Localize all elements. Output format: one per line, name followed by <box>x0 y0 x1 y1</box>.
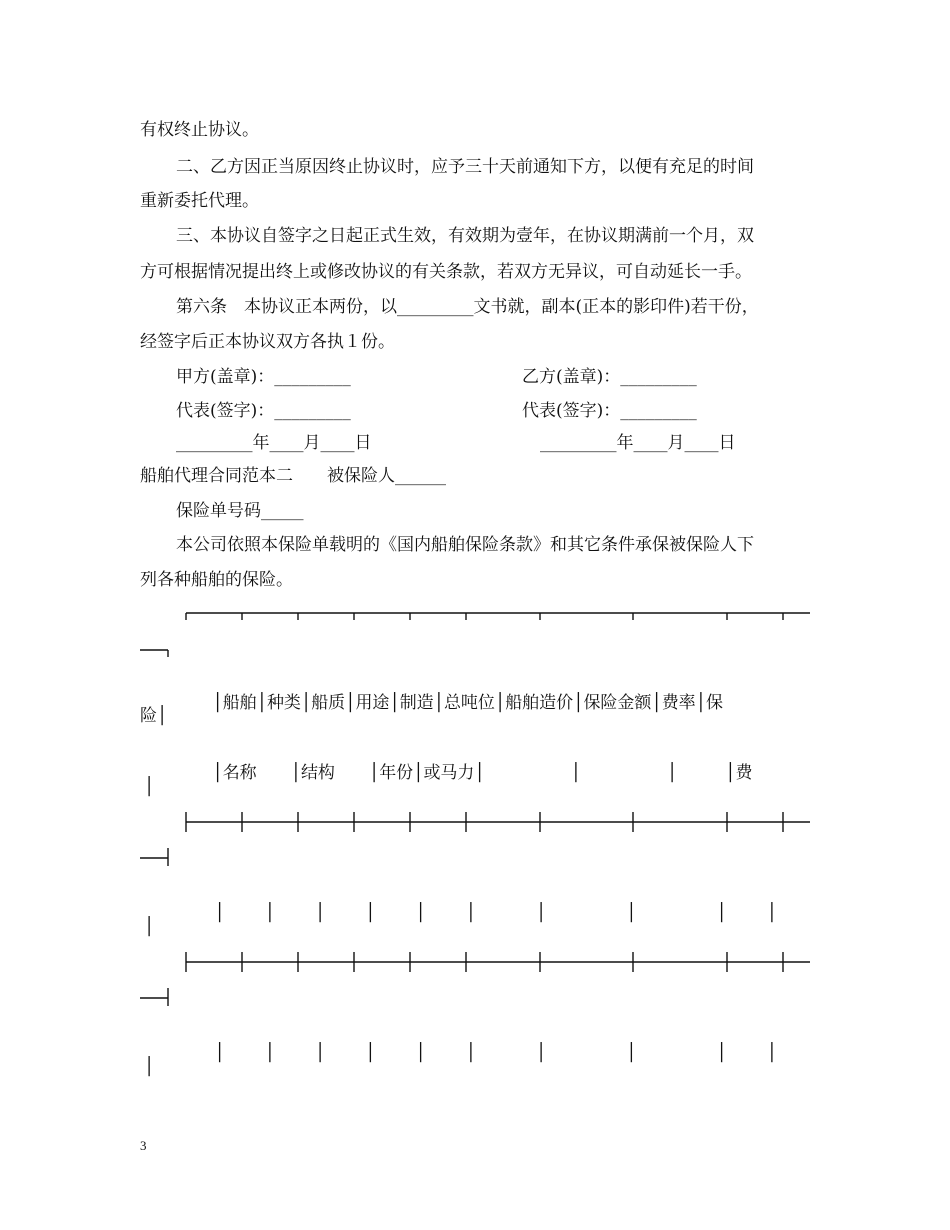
bar: │ <box>365 1043 376 1063</box>
bar: │ <box>157 706 168 726</box>
header-cell-fee: 费 <box>735 763 753 783</box>
header-cell-year: 年份 <box>379 763 414 783</box>
table-row <box>180 670 723 736</box>
table-row <box>180 740 752 806</box>
text-line: 三、本协议自签字之日起正式生效，有效期为壹年，在协议期满前一个月，双 <box>176 226 754 246</box>
header-cell-structure: 结构 <box>300 763 335 783</box>
header-wrap-text: 险 <box>140 706 157 726</box>
header-cell-premium: 保 <box>705 693 723 713</box>
bar: │ <box>314 903 326 923</box>
header-cell-horsepower: 或马力 <box>423 763 475 783</box>
bar: │ <box>345 693 356 713</box>
bar: │ <box>766 1043 777 1063</box>
bar: │ <box>570 763 581 783</box>
signature-party-a: 甲方(盖章)：_________ <box>176 367 351 387</box>
bar: │ <box>695 693 706 713</box>
bar: │ <box>368 763 380 783</box>
bar: │ <box>651 693 662 713</box>
bar: │ <box>494 693 506 713</box>
header-cell-built: 制造 <box>399 693 434 713</box>
bar: │ <box>212 763 223 783</box>
bar: │ <box>535 903 547 923</box>
text-line: 二、乙方因正当原因终止协议时，应予三十天前通知下方，以便有充足的时间 <box>176 157 754 177</box>
signature-party-b: 乙方(盖章)：_________ <box>522 367 697 387</box>
date-line-b: _________年____月____日 <box>540 433 736 453</box>
table-row <box>182 880 777 946</box>
bar: │ <box>415 903 426 923</box>
bar: │ <box>214 1043 225 1063</box>
header-cell-name: 名称 <box>222 763 257 783</box>
text-line: 有权终止协议。 <box>140 120 259 140</box>
header-cell-amount: 保险金额 <box>583 693 652 713</box>
table-row-wrap <box>144 776 154 798</box>
header-cell-material: 船质 <box>311 693 346 713</box>
bar: │ <box>214 903 225 923</box>
signature-rep-b: 代表(签字)：_________ <box>522 401 697 421</box>
text-line: 列各种船舶的保险。 <box>140 570 293 590</box>
signature-rep-a: 代表(签字)：_________ <box>176 401 351 421</box>
bar: │ <box>264 1043 275 1063</box>
header-cell-rate: 费率 <box>661 693 696 713</box>
bar: │ <box>766 903 777 923</box>
text-line: 重新委托代理。 <box>140 191 259 211</box>
bar: │ <box>716 1043 727 1063</box>
table-row-wrap <box>144 916 154 938</box>
bar: │ <box>465 903 476 923</box>
bar: │ <box>264 903 275 923</box>
bar: │ <box>212 693 223 713</box>
bar: │ <box>314 1043 326 1063</box>
bar: │ <box>725 763 736 783</box>
text-line: 经签字后正本协议双方各执１份。 <box>140 332 395 352</box>
table-row-wrap <box>144 1056 154 1078</box>
header-cell-usage: 用途 <box>355 693 390 713</box>
bar: │ <box>144 917 155 937</box>
bar: │ <box>144 1057 155 1077</box>
bar: │ <box>290 763 301 783</box>
bar: │ <box>433 693 444 713</box>
bar: │ <box>474 763 485 783</box>
bar: │ <box>300 693 312 713</box>
bar: │ <box>144 777 155 797</box>
bar: │ <box>626 903 637 923</box>
header-cell-type: 种类 <box>266 693 301 713</box>
ship-insurance-table <box>140 600 812 1090</box>
table-row <box>182 1020 777 1086</box>
bar: │ <box>535 1043 547 1063</box>
bar: │ <box>415 1043 426 1063</box>
bar: │ <box>666 763 678 783</box>
bar: │ <box>413 763 424 783</box>
bar: │ <box>389 693 400 713</box>
section-title: 船舶代理合同范本二 被保险人______ <box>140 466 446 486</box>
text-line: 第六条 本协议正本两份，以_________文书就，副本(正本的影印件)若干份， <box>176 297 759 317</box>
bar: │ <box>626 1043 637 1063</box>
text-line: 方可根据情况提出终上或修改协议的有关条款，若双方无异议，可自动延长一手。 <box>140 262 752 282</box>
bar: │ <box>365 903 376 923</box>
page-number: 3 <box>140 1138 147 1153</box>
header-cell-cost: 船舶造价 <box>505 693 574 713</box>
bar: │ <box>465 1043 476 1063</box>
header-cell-ship: 船舶 <box>222 693 257 713</box>
text-line: 本公司依照本保险单载明的《国内船舶保险条款》和其它条件承保被保险人下 <box>176 535 754 555</box>
bar: │ <box>716 903 727 923</box>
policy-number-line: 保险单号码_____ <box>176 501 304 521</box>
date-line-a: _________年____月____日 <box>176 433 372 453</box>
table-row-wrap <box>140 705 167 727</box>
bar: │ <box>256 693 267 713</box>
bar: │ <box>573 693 584 713</box>
header-cell-tonnage: 总吨位 <box>443 693 495 713</box>
